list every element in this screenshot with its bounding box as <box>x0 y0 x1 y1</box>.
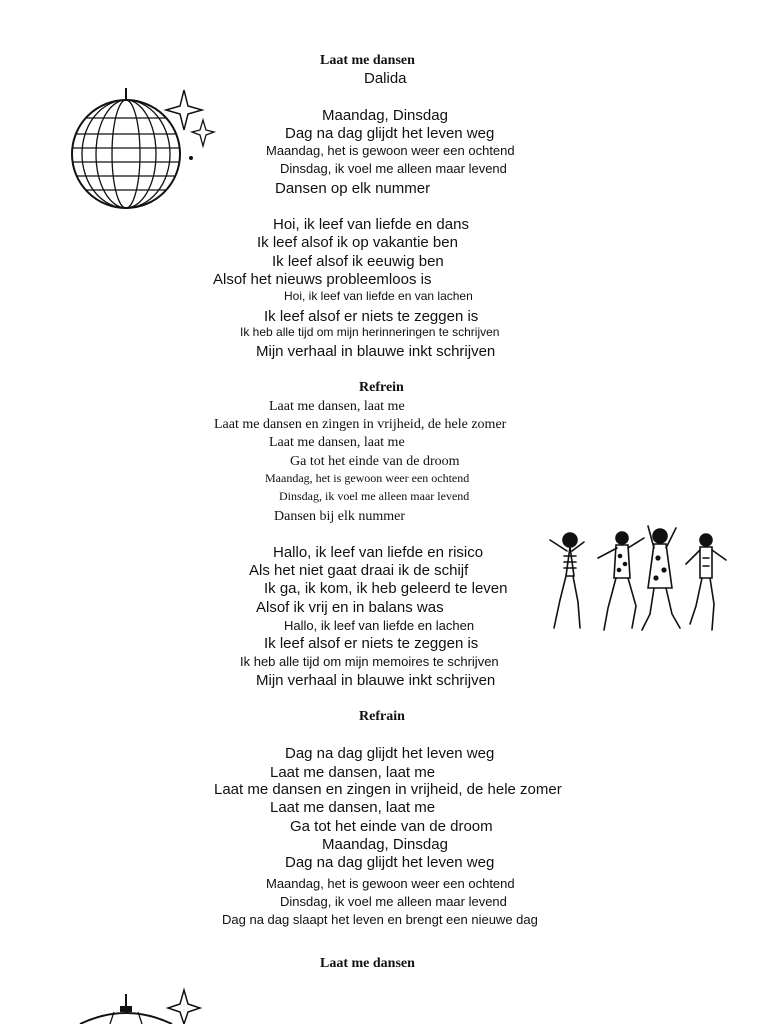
lyric-line: Hoi, ik leef van liefde en van lachen <box>284 289 473 303</box>
lyric-line: Ik ga, ik kom, ik heb geleerd te leven <box>264 580 508 597</box>
lyric-line: Maandag, het is gewoon weer een ochtend <box>266 876 515 891</box>
lyric-line: Laat me dansen, laat me <box>270 764 436 781</box>
lyric-line: Als het niet gaat draai ik de schijf <box>249 562 469 579</box>
lyric-line: Ga tot het einde van de droom <box>290 818 493 835</box>
disco-ball-icon <box>60 84 220 214</box>
lyric-line: Dansen bij elk nummer <box>274 509 406 524</box>
lyric-line: Maandag, het is gewoon weer een ochtend <box>266 143 515 158</box>
section-heading: Refrain <box>359 709 405 724</box>
lyric-line: Laat me dansen, laat me <box>269 435 405 450</box>
lyric-line: Mijn verhaal in blauwe inkt schrijven <box>256 343 496 360</box>
dancing-people-illustration <box>540 518 730 634</box>
lyric-line: Dag na dag glijdt het leven weg <box>285 125 495 142</box>
song-title: Laat me dansen <box>320 53 415 68</box>
lyric-line: Ik heb alle tijd om mijn memoires te schrijven <box>240 654 499 669</box>
lyric-line: Laat me dansen en zingen in vrijheid, de hele zomer <box>214 781 562 798</box>
lyric-line: Dinsdag, ik voel me alleen maar levend <box>280 894 507 909</box>
lyric-line: Alsof ik vrij en in balans was <box>256 599 444 616</box>
lyric-line: Mijn verhaal in blauwe inkt schrijven <box>256 672 496 689</box>
artist-name: Dalida <box>364 70 407 87</box>
lyric-line: Dag na dag glijdt het leven weg <box>285 745 495 762</box>
lyric-line: Laat me dansen en zingen in vrijheid, de hele zomer <box>214 417 507 432</box>
lyric-line: Hoi, ik leef van liefde en dans <box>273 216 469 233</box>
lyric-line: Dag na dag slaapt het leven en brengt een nieuwe dag <box>222 912 538 927</box>
lyric-line: Dinsdag, ik voel me alleen maar levend <box>280 161 507 176</box>
lyric-line: Hallo, ik leef van liefde en risico <box>273 544 484 561</box>
lyric-line: Dinsdag, ik voel me alleen maar levend <box>279 489 470 503</box>
lyric-line: Ik heb alle tijd om mijn herinneringen te schrijven <box>240 325 500 339</box>
lyric-line: Ik leef alsof ik op vakantie ben <box>257 234 458 251</box>
lyric-line: Hallo, ik leef van liefde en lachen <box>284 618 475 633</box>
lyric-line: Maandag, Dinsdag <box>322 107 448 124</box>
lyric-line: Ik leef alsof er niets te zeggen is <box>264 635 479 652</box>
lyric-line: Maandag, Dinsdag <box>322 836 448 853</box>
lyric-line: Laat me dansen, laat me <box>270 799 436 816</box>
lyric-line: Laat me dansen, laat me <box>269 399 405 414</box>
lyric-line: Ik leef alsof er niets te zeggen is <box>264 308 479 325</box>
section-heading: Refrein <box>359 380 404 395</box>
lyric-line: Alsof het nieuws probleemloos is <box>213 271 432 288</box>
lyric-line: Maandag, het is gewoon weer een ochtend <box>265 471 470 485</box>
lyric-line: Dansen op elk nummer <box>275 180 431 197</box>
disco-ball-icon <box>60 984 220 1024</box>
lyric-line: Dag na dag glijdt het leven weg <box>285 854 495 871</box>
lyric-line: Ik leef alsof ik eeuwig ben <box>272 253 444 270</box>
next-song-title: Laat me dansen <box>320 956 415 971</box>
lyric-line: Ga tot het einde van de droom <box>290 454 460 469</box>
